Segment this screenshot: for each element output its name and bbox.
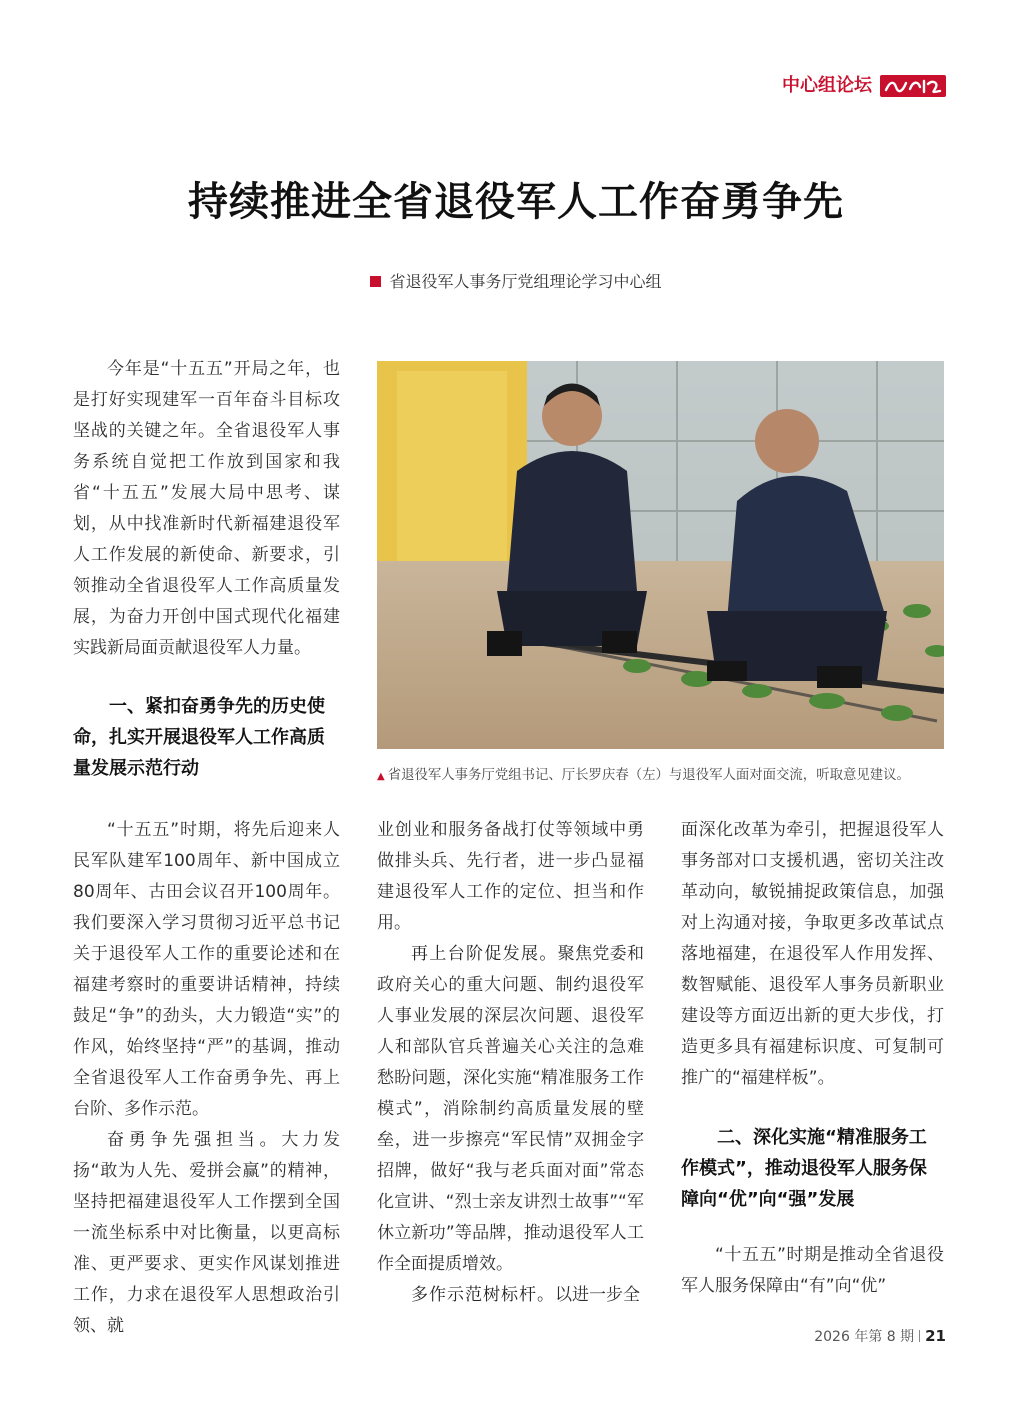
lead-phrase-zaishang: 再上台阶促发展。 (411, 944, 558, 964)
magazine-logo (880, 75, 946, 97)
lead-phrase-fendou: 奋勇争先强担当。 (107, 1130, 282, 1150)
article-photo (377, 361, 944, 749)
lead-phrase-duozuo: 多作示范树标杆。 (411, 1285, 555, 1305)
photo-scene-image (377, 361, 944, 749)
section1-paragraph-4-start: 多作示范树标杆。以进一步全 (411, 1285, 640, 1305)
section-label: 中心组论坛 (782, 75, 872, 96)
section1-heading-block (73, 691, 340, 784)
intro-paragraph: 今年是“十五五”开局之年，也是打好实现建军一百年奋斗目标攻坚战的关键之年。全省退役军人事务系统自觉把工作放到国家和我省“十五五”发展大局中思考、谋划，从中找准新时代新福建退役军人工作发展的新使命、新要求，引领推动全省退役军人工作高质量发展，为奋力开创中国式现代化福建实践新局面贡献退役军人力量。 (73, 359, 340, 658)
article-title: 持续推进全省退役军人工作奋勇争先 (188, 179, 844, 225)
page-footer (814, 1326, 946, 1347)
section1-paragraph-1: “十五五”时期，将先后迎来人民军队建军100周年、新中国成立80周年、古田会议召开100周年。我们要深入学习贯彻习近平总书记关于退役军人工作的重要论述和在福建考察时的重要讲话精神，持续鼓足“争”的劲头，大力锻造“实”的作风，始终坚持“严”的基调，推动全省退役军人工作奋勇争先、再上台阶、多作示范。 (73, 820, 340, 1119)
section2-heading-block (681, 1122, 944, 1215)
column3-body (681, 815, 944, 1094)
section1-paragraph-4-end: 面深化改革为牵引，把握退役军人事务部对口支援机遇，密切关注改革动向，敏锐捕捉政策信息，加强对上沟通对接，争取更多改革试点落地福建，在退役军人作用发挥、数智赋能、退役军人事务员新职业建设等方面迈出新的更大步伐，打造更多具有福建标识度、可复制可推广的“福建样板”。 (681, 820, 944, 1088)
section-header (782, 74, 946, 98)
footer-divider (919, 1330, 920, 1342)
byline-marker-icon (370, 276, 381, 287)
section2-heading: 二、深化实施“精准服务工作模式”，推动退役军人服务保障向“优”向“强”发展 (681, 1127, 927, 1210)
section2-paragraph-1: “十五五”时期是推动全省退役军人服务保障由“有”向“优” (681, 1245, 944, 1296)
section1-paragraph-2-start: 奋勇争先强担当。大力发扬“敢为人先、爱拼会赢”的精神，坚持把福建退役军人工作摆到全国一流坐标系中对比衡量，以更高标准、更严要求、更实作风谋划推进工作，力求在退役军人思想政治引领、就 (73, 1130, 341, 1336)
article-byline (0, 271, 1032, 293)
photo-caption-text: 省退役军人事务厅党组书记、厅长罗庆春（左）与退役军人面对面交流，听取意见建议。 (387, 768, 910, 783)
byline-text: 省退役军人事务厅党组理论学习中心组 (389, 272, 662, 291)
section1-paragraph-2-end: 业创业和服务备战打仗等领域中勇做排头兵、先行者，进一步凸显福建退役军人工作的定位、担当和作用。 (377, 820, 644, 933)
intro-paragraph-block (73, 354, 340, 664)
column2-body (377, 815, 644, 1311)
column1-body (73, 815, 340, 1342)
caption-triangle-icon: ▲ (377, 771, 385, 782)
issue-label: 2026 年第 8 期 (814, 1329, 915, 1345)
column3-lower-body (681, 1240, 944, 1302)
section1-paragraph-3: 再上台阶促发展。聚焦党委和政府关心的重大问题、制约退役军人事业发展的深层次问题、退役军人和部队官兵普遍关心关注的急难愁盼问题，深化实施“精准服务工作模式”，消除制约高质量发展的壁垒，进一步擦亮“军民情”双拥金字招牌，做好“我与老兵面对面”常态化宣讲、“烈士亲友讲烈士故事”“军休立新功”等品牌，推动退役军人工作全面提质增效。 (377, 944, 645, 1274)
page-number: 21 (925, 1327, 946, 1345)
photo-caption (377, 766, 944, 787)
section1-heading: 一、紧扣奋勇争先的历史使命，扎实开展退役军人工作高质量发展示范行动 (73, 696, 325, 779)
